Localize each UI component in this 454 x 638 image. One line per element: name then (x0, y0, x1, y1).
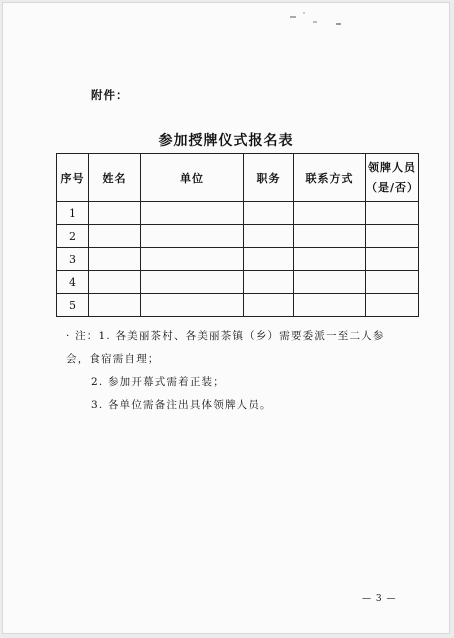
cell-position (244, 225, 294, 248)
scan-specks (3, 3, 449, 43)
header-leader (366, 154, 419, 202)
cell-leader (366, 248, 419, 271)
table-row (57, 225, 419, 248)
cell-name (89, 271, 141, 294)
cell-unit (141, 248, 244, 271)
cell-contact (294, 271, 366, 294)
cell-position (244, 294, 294, 317)
note-3: 3. 各单位需备注出具体领牌人员。 (91, 399, 272, 411)
header-position: 职务 (244, 154, 294, 202)
table-row (57, 248, 419, 271)
cell-name (89, 248, 141, 271)
cell-leader (366, 271, 419, 294)
cell-contact (294, 225, 366, 248)
cell-unit (141, 271, 244, 294)
row-index: 2 (57, 225, 89, 248)
page-number: — 3 — (362, 594, 397, 604)
note-2: 2. 参加开幕式需着正装； (91, 376, 225, 388)
form-title: 参加授牌仪式报名表 (158, 133, 294, 149)
cell-name (89, 202, 141, 225)
header-contact: 联系方式 (294, 154, 366, 202)
cell-contact (294, 202, 366, 225)
cell-position (244, 248, 294, 271)
table-header-row (57, 154, 419, 202)
cell-name (89, 294, 141, 317)
table-row (57, 202, 419, 225)
header-index: 序号 (57, 154, 89, 202)
row-index: 4 (57, 271, 89, 294)
note-1-line-1: 1. 各美丽茶村、各美丽茶镇（乡）需要委派一至二人参 (98, 330, 385, 342)
note-1-line-2: 会，食宿需自理； (66, 353, 160, 365)
note-1 (66, 325, 411, 348)
row-index: 1 (57, 202, 89, 225)
cell-position (244, 202, 294, 225)
header-name: 姓名 (89, 154, 141, 202)
cell-unit (141, 225, 244, 248)
row-index: 5 (57, 294, 89, 317)
cell-position (244, 271, 294, 294)
notes-prefix: · 注： (66, 330, 99, 342)
attachment-label: 附件： (91, 88, 129, 102)
cell-name (89, 225, 141, 248)
notes-section (66, 325, 411, 417)
cell-leader (366, 294, 419, 317)
table-row (57, 271, 419, 294)
header-leader-line1: 领牌人员 (368, 160, 416, 174)
table-row (57, 294, 419, 317)
header-unit: 单位 (141, 154, 244, 202)
document-page (3, 3, 449, 633)
row-index: 3 (57, 248, 89, 271)
cell-leader (366, 225, 419, 248)
header-leader-line2: （是/否） (366, 180, 420, 194)
cell-contact (294, 248, 366, 271)
cell-unit (141, 294, 244, 317)
cell-unit (141, 202, 244, 225)
cell-leader (366, 202, 419, 225)
cell-contact (294, 294, 366, 317)
registration-table (56, 153, 419, 317)
